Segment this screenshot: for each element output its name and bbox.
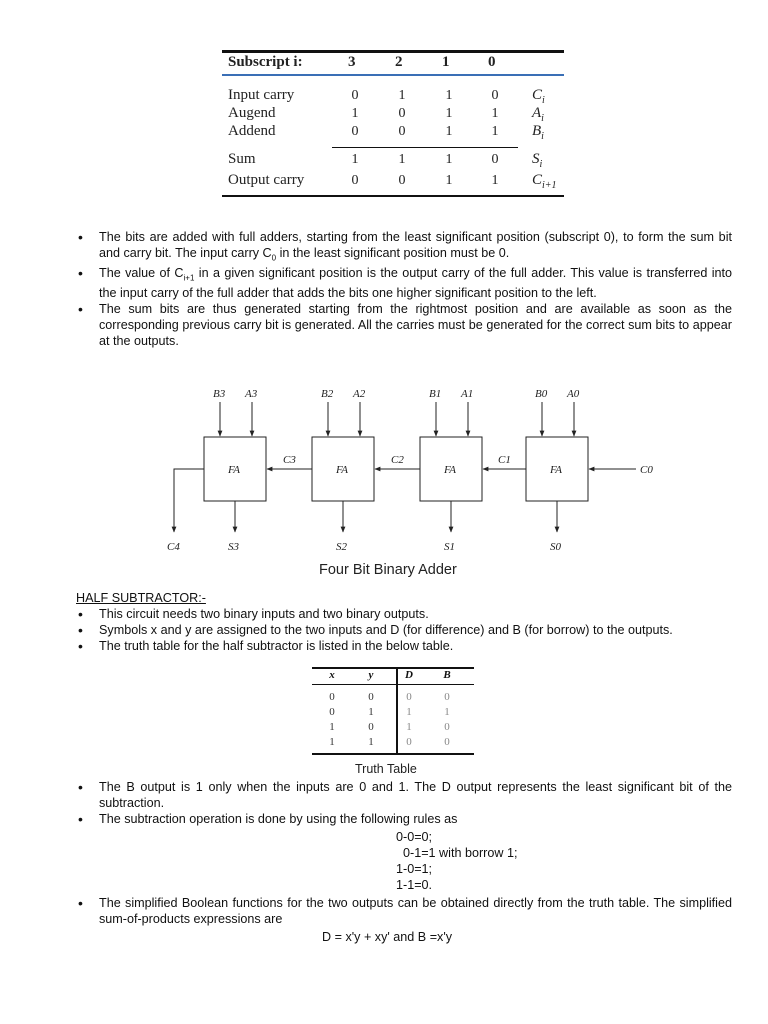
table-cell: 1: [445, 88, 453, 103]
list-item: • The value of $C_{i+1}$ in a given significant position is the output carry of the full adder. This value is transferred into the input carry of the full adder that adds the bits one higher significant position to the left.: [76, 266, 732, 302]
list-item: • The subtraction operation is done by using the following rules as: [76, 812, 732, 828]
sum-label: S0: [550, 541, 561, 553]
subtraction-explanation-list: [76, 780, 732, 827]
col-header: 3: [348, 54, 356, 70]
carry-out-label: C4: [167, 541, 180, 553]
carry-label: C1: [498, 454, 511, 466]
row-label: Output carry: [228, 172, 305, 188]
list-item: • The simplified Boolean functions for the two outputs can be obtained directly from the truth table. The simplified sum-of-products expressions are: [76, 896, 732, 928]
row-symbol: $B_i$: [532, 123, 544, 142]
truth-table-cell: 1: [406, 721, 412, 733]
sum-divider-rule: [332, 147, 518, 148]
carry-in-label: C0: [640, 464, 653, 476]
list-item: • Symbols x and y are assigned to the two inputs and D (for difference) and B (for borrow) to the outputs.: [76, 623, 732, 639]
table-cell: 1: [351, 152, 359, 167]
rule-line: 0-0=0;: [396, 830, 433, 844]
input-a-label: A3: [245, 388, 258, 400]
truth-table: [312, 667, 474, 757]
table-cell: 1: [491, 106, 499, 121]
table-top-rule: [222, 50, 564, 53]
table-cell: 1: [398, 88, 406, 103]
fa-label: FA: [228, 464, 241, 476]
truth-table-cell: 0: [444, 721, 450, 733]
sum-label: S1: [444, 541, 455, 553]
adder-explanation-list: [76, 230, 732, 350]
input-a-label: A1: [461, 388, 474, 400]
truth-table-divider: [396, 669, 398, 753]
truth-table-cell: 0: [329, 706, 335, 718]
carry-label: C3: [283, 454, 296, 466]
table-cell: 0: [491, 152, 499, 167]
diagram-caption: Four Bit Binary Adder: [319, 562, 457, 578]
table-cell: 0: [351, 124, 359, 139]
truth-table-cell: 0: [444, 691, 450, 703]
truth-table-cell: 0: [368, 691, 374, 703]
boolean-expression: D = x'y + xy' and B =x'y: [322, 930, 453, 944]
four-bit-adder-diagram: [150, 380, 670, 580]
table-cell: 1: [445, 173, 453, 188]
truth-table-header: y: [368, 669, 374, 681]
row-symbol: $A_i$: [532, 105, 544, 124]
truth-table-bottom-rule: [312, 753, 474, 755]
sum-label: S3: [228, 541, 239, 553]
list-item: • The sum bits are thus generated starting from the rightmost position and are available as soon as the corresponding previous carry bit is generated. All the carries must be generated for the correct sum bits to appear at the outputs.: [76, 302, 732, 349]
row-label: Sum: [228, 151, 256, 167]
carry-label: C2: [391, 454, 404, 466]
input-a-label: A0: [567, 388, 580, 400]
rule-line: 1-1=0.: [396, 878, 433, 892]
rule-line: 0-1=1 with borrow 1;: [403, 846, 518, 860]
input-a-label: A2: [353, 388, 366, 400]
input-b-label: B1: [429, 388, 442, 400]
truth-table-cell: 0: [406, 691, 412, 703]
sum-label: S2: [336, 541, 347, 553]
truth-table-cell: 1: [329, 736, 335, 748]
table-cell: 1: [351, 106, 359, 121]
list-item: • The truth table for the half subtractor is listed in the below table.: [76, 639, 732, 655]
truth-table-cell: 1: [368, 736, 374, 748]
table-cell: 1: [445, 106, 453, 121]
truth-table-cell: 1: [406, 706, 412, 718]
truth-table-cell: 0: [444, 736, 450, 748]
fa-label: FA: [550, 464, 563, 476]
truth-table-header: B: [443, 669, 451, 681]
col-header: 1: [442, 54, 450, 70]
table-cell: 1: [491, 124, 499, 139]
section-heading: HALF SUBTRACTOR:-: [76, 591, 206, 605]
truth-table-header: D: [405, 669, 413, 681]
list-item: • The bits are added with full adders, starting from the least significant position (subscript 0), to form the sum bit and carry bit. The input carry $C_0$ in the least significant position must be 0.: [76, 230, 732, 266]
table-header-rule: [222, 74, 564, 76]
row-symbol: $S_i$: [532, 151, 543, 170]
table-cell: 1: [445, 152, 453, 167]
col-header: 2: [395, 54, 403, 70]
table-cell: 0: [351, 88, 359, 103]
input-b-label: B0: [535, 388, 548, 400]
input-b-label: B3: [213, 388, 226, 400]
truth-table-cell: 0: [368, 721, 374, 733]
table-cell: 1: [445, 124, 453, 139]
table-cell: 1: [491, 173, 499, 188]
list-item: • The B output is 1 only when the inputs are 0 and 1. The D output represents the least significant bit of the subtraction.: [76, 780, 732, 812]
table-cell: 0: [398, 106, 406, 121]
truth-table-header: x: [329, 669, 335, 681]
input-b-label: B2: [321, 388, 334, 400]
row-symbol: $C_i$: [532, 87, 545, 106]
fa-label: FA: [444, 464, 457, 476]
truth-table-cell: 1: [444, 706, 450, 718]
rule-line: 1-0=1;: [396, 862, 433, 876]
table-cell: 1: [398, 152, 406, 167]
row-label: Augend: [228, 105, 276, 121]
row-label: Addend: [228, 123, 276, 139]
truth-table-cell: 0: [329, 691, 335, 703]
table-cell: 0: [491, 88, 499, 103]
table-cell: 0: [351, 173, 359, 188]
truth-table-cell: 1: [329, 721, 335, 733]
table-cell: 0: [398, 124, 406, 139]
row-symbol: $C_{i+1}$: [532, 172, 557, 191]
boolean-functions-list: [76, 896, 732, 928]
table-bottom-rule: [222, 195, 564, 197]
table-cell: 0: [398, 173, 406, 188]
half-subtractor-list: [76, 607, 732, 654]
subscript-header: Subscript i:: [228, 54, 303, 70]
col-header: 0: [488, 54, 496, 70]
truth-table-cell: 1: [368, 706, 374, 718]
list-item: • This circuit needs two binary inputs and two binary outputs.: [76, 607, 732, 623]
truth-table-header-rule: [312, 684, 474, 685]
row-label: Input carry: [228, 87, 295, 103]
fa-label: FA: [336, 464, 349, 476]
truth-table-caption: Truth Table: [355, 762, 417, 776]
truth-table-cell: 0: [406, 736, 412, 748]
